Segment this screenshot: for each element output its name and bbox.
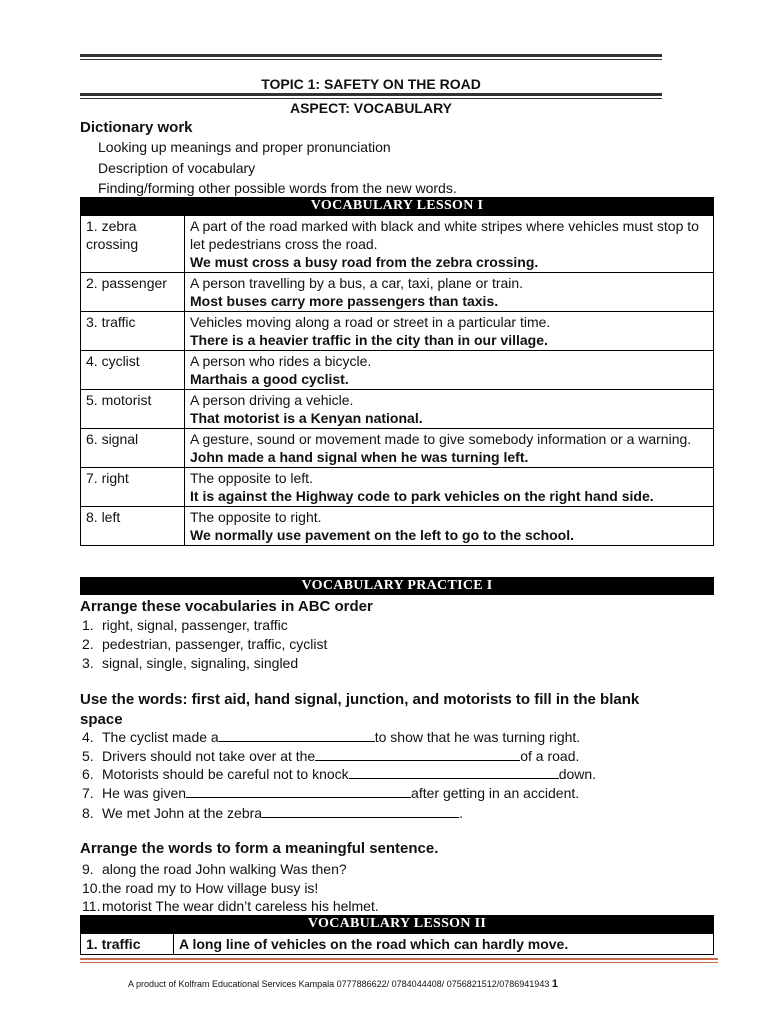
vocabulary-table <box>80 215 714 546</box>
definition-text: A person travelling by a bus, a car, taxi, plane or train. <box>190 275 524 291</box>
definition-cell <box>185 429 714 468</box>
definition-cell <box>185 507 714 546</box>
definition-cell <box>185 312 714 351</box>
answer-blank[interactable] <box>186 785 411 798</box>
definition-text: Vehicles moving along a road or street in a particular time. <box>190 314 551 330</box>
fill-item: 5. Drivers should not take over at the of a road. <box>82 748 580 764</box>
definition-text: A person driving a vehicle. <box>190 392 354 408</box>
example-sentence: Marthais a good cyclist. <box>190 371 349 387</box>
definition-cell <box>185 273 714 312</box>
fill-item: 8. We met John at the zebra . <box>82 805 463 821</box>
sentence-item: 9. along the road John walking Was then? <box>82 861 347 877</box>
footer-text: A product of Kolfram Educational Services Kampala 0777886622/ 0784044408/ 0756821512/0786941943 <box>128 979 550 989</box>
term-cell: 6. signal <box>81 429 185 468</box>
definition-text: A part of the road marked with black and white stripes where vehicles must stop to let pedestrians cross the road. <box>190 218 699 252</box>
fill-item: 4. The cyclist made a to show that he was turning right. <box>82 729 581 745</box>
example-sentence: We must cross a busy road from the zebra crossing. <box>190 254 539 270</box>
fill-item: 6. Motorists should be careful not to knock down. <box>82 766 597 782</box>
sentence-heading: Arrange the words to form a meaningful sentence. <box>80 840 439 857</box>
page-number: 1 <box>551 978 558 990</box>
top-rule-thin <box>80 59 662 60</box>
title-rule-thin <box>80 98 662 99</box>
definition-text: A person who rides a bicycle. <box>190 353 372 369</box>
sentence-item: 10.the road my to How village busy is! <box>82 880 319 896</box>
dictionary-item: Finding/forming other possible words from the new words. <box>98 180 457 196</box>
lesson2-title-bar: VOCABULARY LESSON II <box>80 915 714 933</box>
example-sentence: There is a heavier traffic in the city than in our village. <box>190 332 548 348</box>
table-row <box>81 507 714 546</box>
definition-cell: A long line of vehicles on the road which can hardly move. <box>174 934 714 955</box>
definition-cell <box>185 390 714 429</box>
abc-item: 1. right, signal, passenger, traffic <box>82 617 288 633</box>
abc-item: 3. signal, single, signaling, singled <box>82 655 299 671</box>
table-row <box>81 934 714 955</box>
term-cell: 2. passenger <box>81 273 185 312</box>
aspect-title: ASPECT: VOCABULARY <box>289 100 453 116</box>
dictionary-heading: Dictionary work <box>80 119 193 136</box>
dictionary-item: Description of vocabulary <box>98 160 256 176</box>
table-row <box>81 351 714 390</box>
table-row <box>81 273 714 312</box>
topic-title: TOPIC 1: SAFETY ON THE ROAD <box>261 76 481 92</box>
example-sentence: It is against the Highway code to park vehicles on the right hand side. <box>190 488 654 504</box>
lesson2-table <box>80 933 714 955</box>
term-cell: 8. left <box>81 507 185 546</box>
definition-text: A gesture, sound or movement made to give somebody information or a warning. <box>190 431 692 447</box>
example-sentence: We normally use pavement on the left to go to the school. <box>190 527 575 543</box>
term-cell: 5. motorist <box>81 390 185 429</box>
answer-blank[interactable] <box>349 766 559 779</box>
example-sentence: Most buses carry more passengers than taxis. <box>190 293 499 309</box>
practice1-title-bar: VOCABULARY PRACTICE I <box>80 577 714 595</box>
fill-item: 7. He was given after getting in an accident. <box>82 785 580 801</box>
definition-cell <box>185 216 714 273</box>
top-rule-thick <box>80 54 662 57</box>
table-row <box>81 468 714 507</box>
definition-cell <box>185 468 714 507</box>
footer-rule-thin <box>80 962 718 963</box>
table-row <box>81 312 714 351</box>
lesson1-title-bar: VOCABULARY LESSON I <box>80 197 714 215</box>
footer <box>128 978 558 990</box>
example-sentence: That motorist is a Kenyan national. <box>190 410 423 426</box>
term-cell: 4. cyclist <box>81 351 185 390</box>
title-rule-thick <box>80 93 662 96</box>
term-cell: 1. traffic <box>81 934 174 955</box>
sentence-item: 11. motorist The wear didn’t careless his helmet. <box>82 898 379 914</box>
term-cell: 7. right <box>81 468 185 507</box>
footer-rule <box>80 958 718 960</box>
table-row <box>81 390 714 429</box>
answer-blank[interactable] <box>262 805 459 818</box>
answer-blank[interactable] <box>315 748 520 761</box>
example-sentence: John made a hand signal when he was turning left. <box>190 449 529 465</box>
definition-text: The opposite to left. <box>190 470 313 486</box>
definition-cell <box>185 351 714 390</box>
term-cell: 1. zebra crossing <box>81 216 185 273</box>
abc-heading: Arrange these vocabularies in ABC order <box>80 598 373 615</box>
dictionary-item: Looking up meanings and proper pronunciation <box>98 139 391 155</box>
definition-text: The opposite to right. <box>190 509 322 525</box>
term-cell: 3. traffic <box>81 312 185 351</box>
fill-heading-cont: space <box>80 711 123 728</box>
table-row <box>81 429 714 468</box>
abc-item: 2. pedestrian, passenger, traffic, cyclist <box>82 636 328 652</box>
table-row <box>81 216 714 273</box>
answer-blank[interactable] <box>219 729 375 742</box>
fill-heading: Use the words: first aid, hand signal, junction, and motorists to fill in the blank <box>80 691 640 708</box>
